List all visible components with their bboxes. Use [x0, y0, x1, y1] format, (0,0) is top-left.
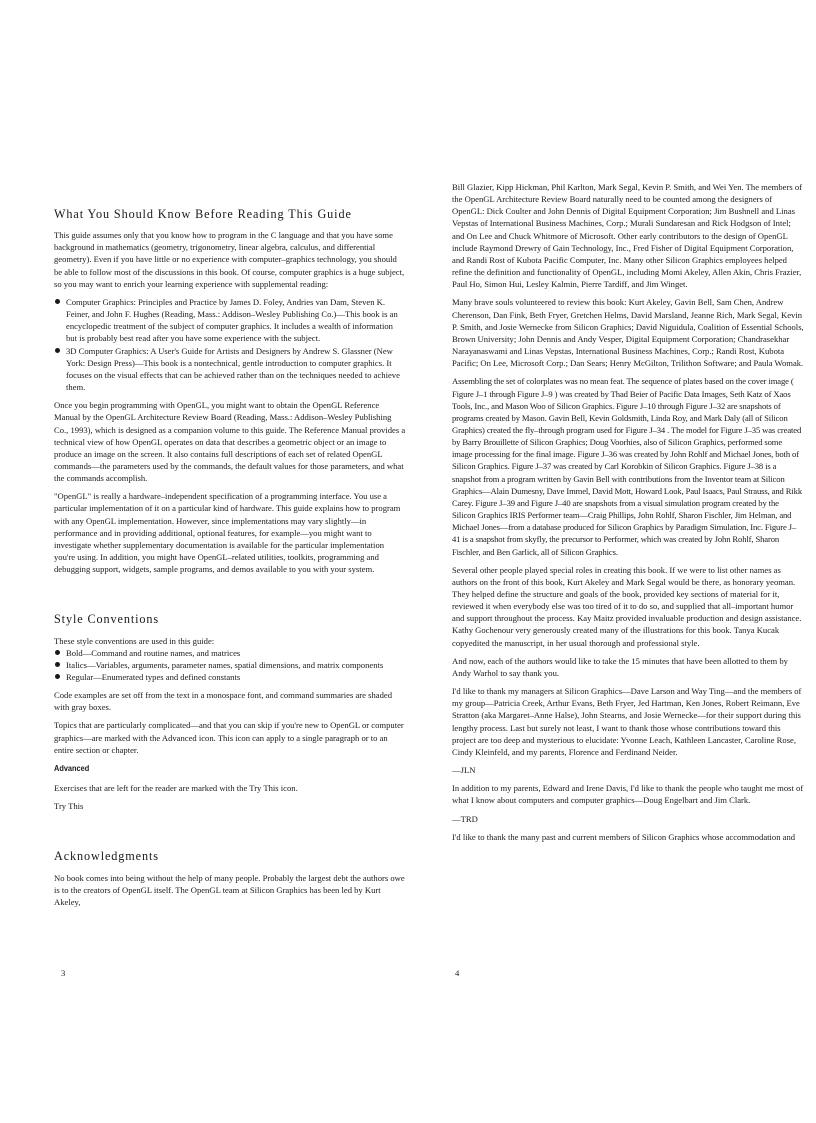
- signature: —TRD: [452, 813, 478, 824]
- paragraph: I'd like to thank the many past and current members of Silicon Graphics whose accommodation and: [452, 831, 796, 842]
- paragraph: "OpenGL" is really a hardware–independent specification of a programming interface. You use a particular implementation of it on a particular kind of hardware. This guide explains how to program with any OpenGL implementation. However, since implementations may vary slightly—in performance and in providing additional, optional features, for example—you might want to investigate whether supplementary documentation is available for the particular implementation you're using. In addition, you might have OpenGL–related utilities, toolkits, programming and debugging support, widgets, sample programs, and demos available to you with your system.: [54, 491, 401, 575]
- section-title-acknowledgments: Acknowledgments: [54, 849, 159, 864]
- bullet-item: Regular—Enumerated types and defined constants: [66, 671, 406, 683]
- paragraph: In addition to my parents, Edward and Irene Davis, I'd like to thank the people who taught me most of what I know about computers and computer graphics—Doug Engelbart and Jim Clark.: [452, 783, 804, 806]
- paragraph: Once you begin programming with OpenGL, you might want to obtain the OpenGL Reference Manual by the OpenGL Architecture Review Board (Reading, Mass.: Addison–Wesley Publishing Co., 1993), which is designed as a companion volume to this guide. The Reference Manual provides a technical view of how OpenGL operates on data that describes a geometric object or an image to produce an image on the screen. It also contains full descriptions of each set of related OpenGL commands—the parameters used by the commands, the default values for those parameters, and what the commands accomplish.: [54, 400, 406, 484]
- paragraph: No book comes into being without the help of many people. Probably the largest debt the authors owe is to the creators of OpenGL itself. The OpenGL team at Silicon Graphics has been led by Kurt Akeley,: [54, 872, 405, 907]
- paragraph: Code examples are set off from the text in a monospace font, and command summaries are shaded with gray boxes.: [54, 690, 392, 713]
- section-title-prerequisites: What You Should Know Before Reading This Guide: [54, 207, 352, 221]
- page-number: 4: [455, 968, 460, 978]
- bullet-item: Computer Graphics: Principles and Practice by James D. Foley, Andries van Dam, Steven K. Feiner, and John F. Hughes (Reading, Mass.: Addison–Wesley Publishing Co.)—This book is an encyclopedic treatment of the subject of computer graphics. It includes a wealth of information but is probably best read after you have some experience with the subject.: [66, 296, 406, 345]
- bullet-item: Bold—Command and routine names, and matrices: [66, 647, 406, 659]
- paragraph: Assembling the set of colorplates was no mean feat. The sequence of plates based on the cover image ( Figure J–1 through Figure J–9 ) was created by Thad Beier of Pacific Data Images, Seth Katz of Xaos Tools, Inc., and Mason Woo of Silicon Graphics. Figure J–10 through Figure J–32 are snapshots of programs created by Mason. Gavin Bell, Kevin Goldsmith, Linda Roy, and Mark Daly (all of Silicon Graphics) created the fly–through program used for Figure J–34 . The model for Figure J–35 was created by Barry Brouillette of Silicon Graphics; Doug Voorhies, also of Silicon Graphics, performed some image processing for the final image. Figure J–36 was created by John Rohlf and Michael Jones, both of Silicon Graphics. Figure J–37 was created by Carl Korobkin of Silicon Graphics. Figure J–38 is a snapshot from a program written by Gavin Bell with contributions from the Inventor team at Silicon Graphics—Alain Dumesny, Dave Immel, David Mott, Howard Look, Paul Isaacs, Paul Strauss, and Rikk Carey. Figure J–39 and Figure J–40 are snapshots from a visual simulation program created by the Silicon Graphics IRIS Performer team—Craig Phillips, John Rohlf, Sharon Fischler, Jim Helman, and Michael Jones—from a database produced for Silicon Graphics by Paradigm Simulation, Inc. Figure J–41 is a snapshot from skyfly, the precursor to Performer, which was created by John Rohlf, Sharon Fischler, and Ben Garlick, all of Silicon Graphics.: [452, 376, 802, 557]
- signature: —JLN: [452, 765, 476, 776]
- bullet-item: Italics—Variables, arguments, parameter names, spatial dimensions, and matrix components: [66, 659, 406, 671]
- try-this-icon-label: Try This: [54, 801, 84, 812]
- paragraph: Exercises that are left for the reader are marked with the Try This icon.: [54, 783, 298, 794]
- paragraph: And now, each of the authors would like to take the 15 minutes that have been allotted to them by Andy Warhol to say thank you.: [452, 655, 788, 678]
- reading-list: [54, 296, 406, 393]
- bullet-item: 3D Computer Graphics: A User's Guide for Artists and Designers by Andrew S. Glassner (New York: Design Press)—This book is a nontechnical, gentle introduction to computer graphics. It focuses on the visual effects that can be achieved rather than on the techniques needed to achieve them.: [66, 345, 406, 394]
- section-title-style-conventions: Style Conventions: [54, 612, 160, 627]
- paragraph: This guide assumes only that you know how to program in the C language and that you have some background in mathematics (geometry, trigonometry, linear algebra, calculus, and differential geometry). Even if you have little or no experience with computer–graphics technology, you should be able to follow most of the discussions in this book. Of course, computer graphics is a huge subject, so you may want to enrich your learning experience with supplemental reading:: [54, 230, 405, 289]
- paragraph: Bill Glazier, Kipp Hickman, Phil Karlton, Mark Segal, Kevin P. Smith, and Wei Yen. The members of the OpenGL Architecture Review Board naturally need to be counted among the designers of OpenGL: Dick Coulter and John Dennis of Digital Equipment Corporation; Jim Bushnell and Linas Vepstas of International Business Machines, Corp.; Murali Sundaresan and Rick Hodgson of Intel; and On Lee and Chuck Whitmore of Microsoft. Other early contributors to the design of OpenGL include Raymond Drewry of Gain Technology, Inc., Fred Fisher of Digital Equipment Corporation, and Randi Rost of Kubota Pacific Computer, Inc. Many other Silicon Graphics employees helped refine the definition and functionality of OpenGL, including Momi Akeley, Allen Akin, Chris Frazier, Paul Ho, Simon Hui, Lesley Kalmin, Pierre Tardiff, and Jim Winget.: [452, 182, 802, 290]
- left-page: [54, 208, 406, 914]
- paragraph: Topics that are particularly complicated—and that you can skip if you're new to OpenGL or computer graphics—are marked with the Advanced icon. This icon can apply to a single paragraph or to an entire section or chapter.: [54, 720, 404, 755]
- paragraph: Many brave souls volunteered to review this book: Kurt Akeley, Gavin Bell, Sam Chen, Andrew Cherenson, Dan Fink, Beth Fryer, Gretchen Helms, David Marsland, Jeanne Rich, Mark Segal, Kevin P. Smith, and Josie Wernecke from Silicon Graphics; David Niguidula, Coalition of Essential Schools, Brown University; John Dennis and Andy Vesper, Digital Equipment Corporation; Chandrasekhar Narayanaswami and Linas Vepstas, International Business Machines, Corp.; Randi Rost, Kubota Pacific; On Lee, Microsoft Corp.; Dan Sears; Henry McGilton, Trilithon Software; and Paula Womak.: [452, 297, 804, 369]
- paragraph: These style conventions are used in this guide:: [54, 635, 215, 646]
- paragraph: Several other people played special roles in creating this book. If we were to list other names as authors on the front of this book, Kurt Akeley and Mark Segal would be there, as honorary yeoman. They helped define the structure and goals of the book, provided key sections of material for it, reviewed it when everybody else was too tired of it to do so, and supplied that all–important humor and support throughout the process. Kay Maitz provided invaluable production and design assistance. Kathy Gochenour very generously created many of the illustrations for this book. Tanya Kucak copyedited the manuscript, in her usual thorough and professional style.: [452, 564, 802, 648]
- right-page: [452, 181, 804, 849]
- advanced-icon-label: Advanced: [54, 762, 90, 773]
- conventions-list: [54, 647, 406, 683]
- page-number: 3: [61, 968, 66, 978]
- paragraph: I'd like to thank my managers at Silicon Graphics—Dave Larson and Way Ting—and the members of my group—Patricia Creek, Arthur Evans, Beth Fryer, Jed Hartman, Ken Jones, Robert Reimann, Eve Stratton (aka Margaret–Anne Halse), John Stearns, and Josie Wernecke—for their support during this lengthy process. Last but surely not least, I want to thank those whose contributions toward this project are too deep and mysterious to elucidate: Yvonne Leach, Kathleen Lancaster, Caroline Rose, Cindy Kleinfeld, and my parents, Florence and Ferdinand Neider.: [452, 686, 802, 757]
